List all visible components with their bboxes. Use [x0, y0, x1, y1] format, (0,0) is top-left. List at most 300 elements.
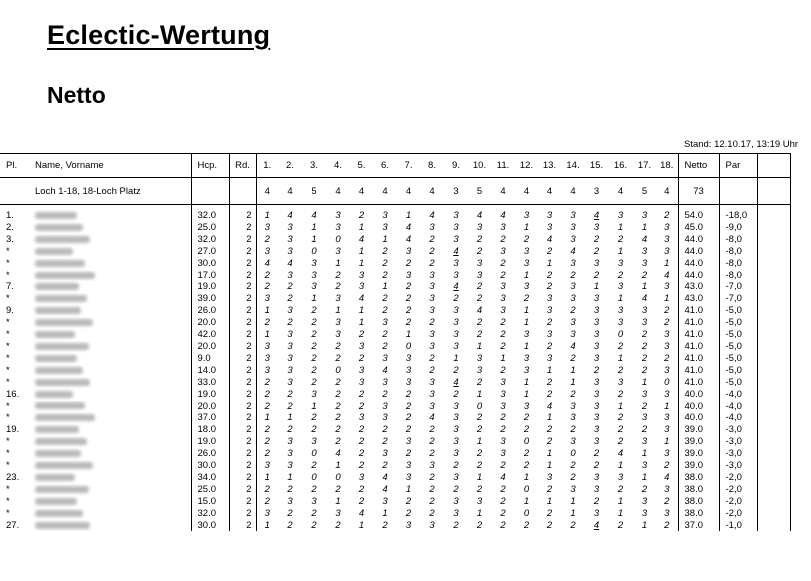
score-cell: 2 [335, 436, 341, 448]
score-cell: 1 [287, 412, 293, 424]
netto-cell: 38.0 [678, 484, 719, 496]
rank-cell: 19. [6, 424, 20, 436]
netto-cell: 37.0 [678, 520, 719, 532]
score-cell: 0 [311, 448, 317, 460]
redacted-name [35, 438, 87, 445]
score-cell: 2 [256, 317, 278, 329]
rank-cell: * [6, 352, 10, 364]
score-cell: 2 [453, 460, 459, 472]
par-hole-11: 4 [491, 178, 515, 205]
score-cell: 1 [523, 495, 530, 507]
score-cell: 2 [358, 210, 365, 221]
score-cell: 3 [664, 424, 670, 436]
score-cell: 3 [453, 507, 459, 519]
table-row [0, 353, 790, 365]
rank-cell: * [6, 400, 10, 412]
score-cell: 0 [335, 471, 341, 483]
par-row-hcp [191, 178, 229, 205]
rounds-cell: 2 [229, 293, 256, 305]
score-cell: 0 [570, 448, 576, 460]
score-cell: 2 [476, 424, 483, 436]
score-cell: 3 [570, 436, 576, 448]
score-cell: 1 [617, 245, 624, 257]
par-diff-cell: -3,0 [719, 460, 757, 472]
score-cell: 2 [570, 269, 576, 281]
score-cell: 2 [523, 448, 530, 460]
par-hole-2: 4 [278, 178, 302, 205]
score-cell: 1 [593, 281, 600, 293]
score-cell: 3 [335, 221, 341, 233]
header-hole-17: 17. [633, 154, 656, 178]
table-row [0, 508, 790, 520]
table-row [0, 496, 790, 508]
par-hole-13: 4 [538, 178, 561, 205]
netto-cell: 44.0 [678, 246, 719, 258]
par-row-blank [0, 178, 29, 205]
hcp-cell: 18.0 [191, 424, 229, 436]
score-cell: 2 [311, 329, 317, 341]
score-cell: 4 [429, 412, 435, 424]
score-cell: 3 [287, 233, 293, 245]
name-cell [29, 436, 191, 448]
name-cell [29, 305, 191, 317]
netto-cell: 43.0 [678, 293, 719, 305]
score-cell: 2 [287, 388, 293, 400]
score-cell: 3 [570, 317, 576, 329]
score-cell: 1 [311, 400, 317, 412]
score-cell: 3 [546, 471, 553, 483]
score-cell: 3 [664, 483, 670, 495]
par-diff-cell: -5,0 [719, 377, 757, 389]
score-cell: 2 [287, 424, 293, 436]
score-cell: 2 [287, 483, 293, 495]
score-cell: 2 [256, 377, 278, 389]
score-cell: 2 [429, 448, 435, 460]
score-cell: 3 [358, 281, 365, 293]
score-cell: 2 [335, 519, 341, 531]
score-cell: 1 [500, 352, 506, 364]
rounds-cell: 2 [229, 424, 256, 436]
score-cell: 3 [429, 269, 435, 281]
score-cell: 2 [523, 412, 530, 424]
name-cell [29, 234, 191, 246]
score-cell: 1 [523, 471, 530, 483]
score-cell: 2 [500, 424, 506, 436]
score-cell: 1 [358, 221, 365, 233]
rank-cell: 27. [6, 519, 20, 531]
score-cell: 2 [429, 364, 435, 376]
score-cell: 1 [405, 329, 412, 341]
score-cell: 2 [570, 305, 576, 317]
netto-cell: 39.0 [678, 460, 719, 472]
table-row [0, 210, 790, 222]
score-cell: 2 [593, 269, 600, 281]
score-cell: 3 [523, 257, 530, 269]
score-cell: 2 [500, 317, 506, 329]
score-cell: 2 [429, 436, 435, 448]
score-cell: 2 [664, 305, 670, 317]
score-cell: 1 [617, 293, 624, 305]
score-cell: 3 [546, 352, 553, 364]
score-cell: 2 [256, 436, 278, 448]
name-cell [29, 389, 191, 401]
table-row [0, 472, 790, 484]
name-cell [29, 508, 191, 520]
redacted-name [35, 426, 79, 433]
score-cell: 3 [335, 210, 341, 221]
score-cell: 4 [358, 233, 365, 245]
score-cell: 1 [358, 257, 365, 269]
score-cell: 2 [382, 329, 388, 341]
score-cell: 3 [382, 400, 388, 412]
par-hole-12: 4 [515, 178, 538, 205]
score-cell: 0 [617, 329, 624, 341]
score-cell: 1 [358, 317, 365, 329]
score-cell: 3 [593, 424, 600, 436]
score-cell: 2 [523, 424, 530, 436]
score-cell: 2 [641, 424, 648, 436]
score-cell: 1 [617, 460, 624, 472]
score-cell: 1 [617, 400, 624, 412]
score-cell: 2 [256, 270, 278, 282]
score-cell: 2 [358, 424, 365, 436]
score-cell: 2 [358, 495, 365, 507]
score-cell: 2 [453, 364, 459, 376]
score-cell: 3 [405, 245, 412, 257]
score-cell: 1 [641, 281, 648, 293]
score-cell: 3 [641, 507, 648, 519]
score-cell: 2 [641, 329, 648, 341]
score-cell: 1 [617, 495, 624, 507]
score-cell: 1 [523, 269, 530, 281]
hcp-cell: 20.0 [191, 341, 229, 353]
score-cell: 3 [617, 317, 624, 329]
rounds-cell: 2 [229, 401, 256, 413]
score-cell: 3 [570, 293, 576, 305]
score-cell: 3 [429, 340, 435, 352]
score-cell: 0 [311, 471, 317, 483]
score-cell: 3 [664, 412, 670, 424]
par-diff-cell: -3,0 [719, 448, 757, 460]
score-cell: 1 [617, 221, 624, 233]
score-cell: 3 [453, 340, 459, 352]
score-cell: 2 [382, 269, 388, 281]
score-cell: 3 [405, 471, 412, 483]
netto-cell: 38.0 [678, 472, 719, 484]
netto-cell: 39.0 [678, 448, 719, 460]
score-cell: 1 [570, 507, 576, 519]
score-cell: 4 [311, 210, 317, 221]
score-cell: 2 [546, 424, 553, 436]
score-cell: 4 [382, 364, 388, 376]
score-cell: 1 [287, 471, 293, 483]
score-cell: 4 [641, 293, 648, 305]
score-cell: 2 [500, 233, 506, 245]
par-diff-cell: -2,0 [719, 472, 757, 484]
score-cell: 1 [256, 472, 278, 484]
score-cell: 3 [429, 400, 435, 412]
score-cell: 3 [617, 257, 624, 269]
rounds-cell: 2 [229, 234, 256, 246]
score-cell: 3 [453, 210, 459, 221]
score-cell: 3 [453, 233, 459, 245]
score-cell: 3 [453, 221, 459, 233]
score-cell: 1 [641, 221, 648, 233]
par-hole-8: 4 [420, 178, 444, 205]
score-cell: 2 [546, 519, 553, 531]
score-cell: 1 [453, 352, 459, 364]
score-cell: 3 [335, 507, 341, 519]
blank-cell [757, 258, 790, 270]
score-cell: 4 [405, 233, 412, 245]
blank-cell [757, 448, 790, 460]
name-cell [29, 460, 191, 472]
hcp-cell: 26.0 [191, 305, 229, 317]
rounds-cell: 2 [229, 341, 256, 353]
score-cell: 2 [311, 519, 317, 531]
score-cell: 2 [382, 245, 388, 257]
netto-cell: 44.0 [678, 270, 719, 282]
score-cell: 1 [664, 436, 670, 448]
score-cell: 3 [593, 400, 600, 412]
hcp-cell: 26.0 [191, 448, 229, 460]
page-subtitle: Netto [47, 82, 106, 108]
header-hole-5: 5. [350, 154, 373, 178]
rank-cell: 23. [6, 471, 20, 483]
score-cell: 3 [256, 341, 278, 353]
score-cell: 0 [523, 507, 530, 519]
rank-cell: * [6, 495, 10, 507]
score-cell: 3 [382, 495, 388, 507]
score-cell: 3 [593, 412, 600, 424]
score-cell: 2 [476, 329, 483, 341]
redacted-name [35, 224, 83, 231]
score-cell: 2 [593, 364, 600, 376]
score-cell: 3 [287, 305, 293, 317]
table-row [0, 341, 790, 353]
rank-cell: * [6, 293, 10, 305]
score-cell: 2 [476, 519, 483, 531]
score-cell: 2 [287, 293, 293, 305]
redacted-name [35, 391, 73, 398]
score-cell: 4 [641, 233, 648, 245]
hcp-cell: 20.0 [191, 317, 229, 329]
score-cell: 1 [335, 460, 341, 472]
score-cell: 3 [523, 352, 530, 364]
score-cell: 3 [358, 340, 365, 352]
hcp-cell: 15.0 [191, 496, 229, 508]
score-cell: 1 [476, 471, 483, 483]
score-cell: 3 [500, 245, 506, 257]
hcp-cell: 19.0 [191, 389, 229, 401]
par-row-label: Loch 1-18, 18-Loch Platz [29, 178, 191, 205]
par-par [719, 178, 757, 205]
score-cell: 4 [358, 507, 365, 519]
rank-cell: * [6, 412, 10, 424]
table-row [0, 305, 790, 317]
table-row [0, 258, 790, 270]
blank-cell [757, 365, 790, 377]
score-cell: 3 [256, 246, 278, 258]
score-cell: 3 [429, 460, 435, 472]
score-cell: 2 [429, 245, 435, 257]
score-cell: 1 [617, 352, 624, 364]
par-diff-cell: -8,0 [719, 246, 757, 258]
par-hole-16: 4 [608, 178, 633, 205]
table-row [0, 389, 790, 401]
table-row [0, 222, 790, 234]
hcp-cell: 39.0 [191, 293, 229, 305]
score-cell: 3 [311, 269, 317, 281]
score-cell: 3 [500, 400, 506, 412]
score-cell: 2 [256, 448, 278, 460]
score-cell: 1 [617, 507, 624, 519]
score-cell: 1 [523, 388, 530, 400]
score-cell: 3 [641, 412, 648, 424]
score-cell: 4 [453, 245, 459, 257]
rounds-cell: 2 [229, 508, 256, 520]
score-cell: 2 [500, 460, 506, 472]
score-cell: 3 [593, 317, 600, 329]
score-cell: 4 [256, 258, 278, 270]
score-cell: 4 [593, 210, 600, 221]
score-cell: 2 [335, 388, 341, 400]
par-netto: 73 [678, 178, 719, 205]
score-cell: 2 [358, 329, 365, 341]
blank-cell [757, 424, 790, 436]
score-cell: 1 [335, 305, 341, 317]
score-cell: 2 [476, 460, 483, 472]
redacted-name [35, 248, 73, 255]
blank-cell [757, 317, 790, 329]
score-cell: 4 [476, 305, 483, 317]
rank-cell: * [6, 257, 10, 269]
par-blank [757, 178, 790, 205]
rounds-cell: 2 [229, 222, 256, 234]
score-cell: 2 [546, 376, 553, 388]
score-cell: 3 [287, 352, 293, 364]
score-cell: 3 [570, 400, 576, 412]
blank-cell [757, 222, 790, 234]
score-cell: 1 [311, 233, 317, 245]
rank-cell: * [6, 483, 10, 495]
score-cell: 2 [382, 424, 388, 436]
score-cell: 4 [429, 210, 435, 221]
score-cell: 1 [335, 495, 341, 507]
score-cell: 1 [546, 460, 553, 472]
score-cell: 2 [617, 340, 624, 352]
hcp-cell: 30.0 [191, 258, 229, 270]
score-cell: 4 [335, 448, 341, 460]
name-cell [29, 222, 191, 234]
score-cell: 3 [358, 376, 365, 388]
score-cell: 2 [476, 412, 483, 424]
score-cell: 3 [287, 221, 293, 233]
score-cell: 2 [358, 388, 365, 400]
rounds-cell: 2 [229, 329, 256, 341]
score-cell: 4 [382, 483, 388, 495]
par-diff-cell: -9,0 [719, 222, 757, 234]
score-cell: 2 [256, 389, 278, 401]
score-cell: 3 [405, 364, 412, 376]
score-cell: 2 [523, 293, 530, 305]
score-cell: 2 [429, 233, 435, 245]
score-cell: 3 [664, 281, 670, 293]
score-cell: 2 [256, 424, 278, 436]
score-cell: 4 [593, 519, 600, 531]
score-cell: 2 [476, 281, 483, 293]
score-cell: 3 [287, 340, 293, 352]
redacted-name [35, 402, 85, 409]
score-cell: 1 [641, 376, 648, 388]
redacted-name [35, 307, 81, 314]
name-cell [29, 520, 191, 532]
redacted-name [35, 450, 81, 457]
header-hole-14: 14. [561, 154, 585, 178]
redacted-name [35, 319, 93, 326]
score-cell: 3 [405, 269, 412, 281]
score-cell: 2 [358, 352, 365, 364]
score-cell: 2 [476, 293, 483, 305]
rounds-cell: 2 [229, 353, 256, 365]
name-cell [29, 329, 191, 341]
score-cell: 2 [405, 424, 412, 436]
score-cell: 2 [382, 519, 388, 531]
name-cell [29, 365, 191, 377]
score-cell: 3 [311, 257, 317, 269]
score-cell: 4 [453, 281, 459, 293]
score-cell: 3 [311, 495, 317, 507]
score-cell: 2 [311, 376, 317, 388]
score-cell: 2 [429, 483, 435, 495]
par-diff-cell: -5,0 [719, 341, 757, 353]
score-cell: 2 [358, 436, 365, 448]
par-diff-cell: -4,0 [719, 401, 757, 413]
netto-cell: 40.0 [678, 389, 719, 401]
score-cell: 2 [664, 460, 670, 472]
score-cell: 2 [256, 401, 278, 413]
netto-cell: 41.0 [678, 329, 719, 341]
score-cell: 3 [546, 329, 553, 341]
rounds-cell: 2 [229, 246, 256, 258]
score-cell: 3 [500, 448, 506, 460]
score-cell: 4 [500, 210, 506, 221]
rank-cell: 2. [6, 221, 14, 233]
score-cell: 3 [287, 460, 293, 472]
score-cell: 3 [593, 329, 600, 341]
header-hole-15: 15. [585, 154, 608, 178]
hcp-cell: 19.0 [191, 281, 229, 293]
netto-cell: 38.0 [678, 508, 719, 520]
score-cell: 3 [335, 245, 341, 257]
par-hole-6: 4 [373, 178, 397, 205]
score-cell: 3 [429, 305, 435, 317]
hcp-cell: 25.0 [191, 222, 229, 234]
score-cell: 3 [523, 400, 530, 412]
name-cell [29, 270, 191, 282]
redacted-name [35, 355, 77, 362]
score-cell: 2 [641, 364, 648, 376]
name-cell [29, 472, 191, 484]
header-netto: Netto [678, 154, 719, 178]
blank-cell [757, 472, 790, 484]
score-cell: 2 [335, 424, 341, 436]
rank-cell: 7. [6, 281, 14, 293]
rank-cell: * [6, 507, 10, 519]
score-cell: 4 [358, 293, 365, 305]
netto-cell: 44.0 [678, 234, 719, 246]
score-cell: 1 [256, 210, 278, 222]
